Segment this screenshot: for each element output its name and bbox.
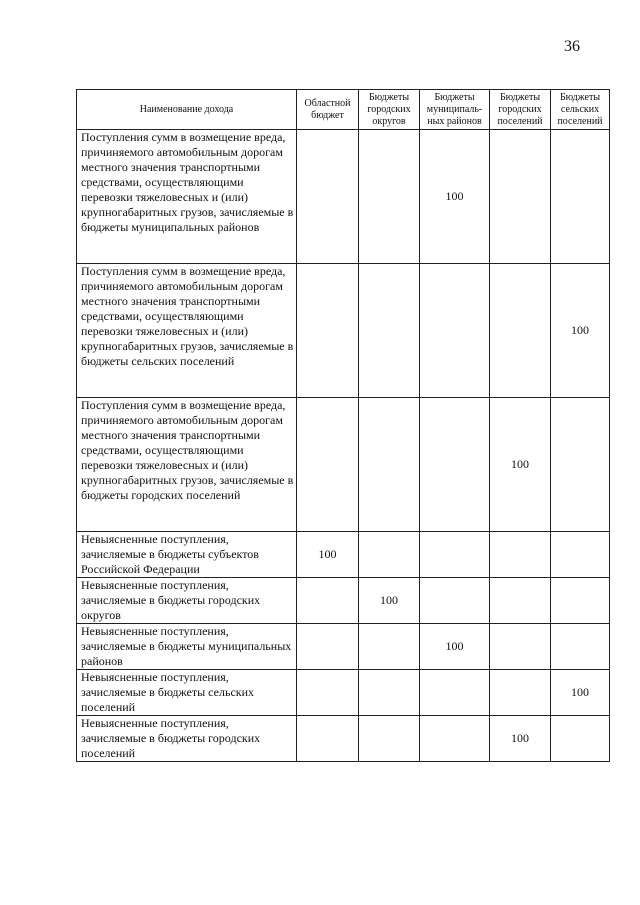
- regional-budget-cell: 100: [297, 532, 359, 578]
- header-income-name: Наименование дохода: [77, 90, 297, 130]
- municipal-district-cell: [420, 670, 490, 716]
- regional-budget-cell: [297, 670, 359, 716]
- regional-budget-cell: [297, 578, 359, 624]
- municipal-district-cell: [420, 578, 490, 624]
- municipal-district-cell: [420, 716, 490, 762]
- municipal-district-cell: [420, 264, 490, 398]
- table-row: [77, 398, 610, 532]
- table-row: [77, 532, 610, 578]
- city-district-cell: [359, 716, 420, 762]
- city-district-cell: [359, 398, 420, 532]
- header-urban-settlement-budgets: Бюджеты городских поселений: [490, 90, 551, 130]
- municipal-district-cell: 100: [420, 130, 490, 264]
- urban-settlement-cell: [490, 670, 551, 716]
- rural-settlement-cell: [551, 532, 610, 578]
- income-name-cell: Поступления сумм в возмещение вреда, причиняемого автомобильным дорогам местного значения транспортными средствами, осуществляющими перевозки тяжеловесных и (или) крупногабаритных грузов, зачисляемые в бюджеты городских поселений: [77, 398, 297, 532]
- rural-settlement-cell: [551, 624, 610, 670]
- city-district-cell: [359, 532, 420, 578]
- header-municipal-district-budgets: Бюджеты муниципаль-ных районов: [420, 90, 490, 130]
- regional-budget-cell: [297, 398, 359, 532]
- city-district-cell: [359, 130, 420, 264]
- income-distribution-table: [76, 89, 610, 762]
- regional-budget-cell: [297, 264, 359, 398]
- page-number: 36: [564, 38, 580, 55]
- urban-settlement-cell: [490, 624, 551, 670]
- header-city-district-budgets: Бюджеты городских округов: [359, 90, 420, 130]
- municipal-district-cell: 100: [420, 624, 490, 670]
- table-header-row: [77, 90, 610, 130]
- regional-budget-cell: [297, 624, 359, 670]
- rural-settlement-cell: [551, 130, 610, 264]
- income-name-cell: Невыясненные поступления, зачисляемые в бюджеты сельских поселений: [77, 670, 297, 716]
- city-district-cell: 100: [359, 578, 420, 624]
- city-district-cell: [359, 264, 420, 398]
- income-name-cell: Невыясненные поступления, зачисляемые в бюджеты городских поселений: [77, 716, 297, 762]
- city-district-cell: [359, 670, 420, 716]
- rural-settlement-cell: [551, 398, 610, 532]
- table-row: [77, 130, 610, 264]
- city-district-cell: [359, 624, 420, 670]
- municipal-district-cell: [420, 532, 490, 578]
- municipal-district-cell: [420, 398, 490, 532]
- income-name-cell: Невыясненные поступления, зачисляемые в бюджеты субъектов Российской Федерации: [77, 532, 297, 578]
- rural-settlement-cell: 100: [551, 264, 610, 398]
- table-row: [77, 264, 610, 398]
- table-row: [77, 670, 610, 716]
- urban-settlement-cell: [490, 264, 551, 398]
- urban-settlement-cell: 100: [490, 716, 551, 762]
- income-name-cell: Поступления сумм в возмещение вреда, причиняемого автомобильным дорогам местного значения транспортными средствами, осуществляющими перевозки тяжеловесных и (или) крупногабаритных грузов, зачисляемые в бюджеты муниципальных районов: [77, 130, 297, 264]
- income-name-cell: Невыясненные поступления, зачисляемые в бюджеты муниципальных районов: [77, 624, 297, 670]
- urban-settlement-cell: 100: [490, 398, 551, 532]
- income-name-cell: Невыясненные поступления, зачисляемые в бюджеты городских округов: [77, 578, 297, 624]
- table-row: [77, 716, 610, 762]
- regional-budget-cell: [297, 130, 359, 264]
- header-regional-budget: Областной бюджет: [297, 90, 359, 130]
- header-rural-settlement-budgets: Бюджеты сельских поселений: [551, 90, 610, 130]
- table-row: [77, 578, 610, 624]
- rural-settlement-cell: 100: [551, 670, 610, 716]
- rural-settlement-cell: [551, 716, 610, 762]
- urban-settlement-cell: [490, 578, 551, 624]
- regional-budget-cell: [297, 716, 359, 762]
- income-name-cell: Поступления сумм в возмещение вреда, причиняемого автомобильным дорогам местного значения транспортными средствами, осуществляющими перевозки тяжеловесных и (или) крупногабаритных грузов, зачисляемые в бюджеты сельских поселений: [77, 264, 297, 398]
- urban-settlement-cell: [490, 130, 551, 264]
- table-row: [77, 624, 610, 670]
- rural-settlement-cell: [551, 578, 610, 624]
- urban-settlement-cell: [490, 532, 551, 578]
